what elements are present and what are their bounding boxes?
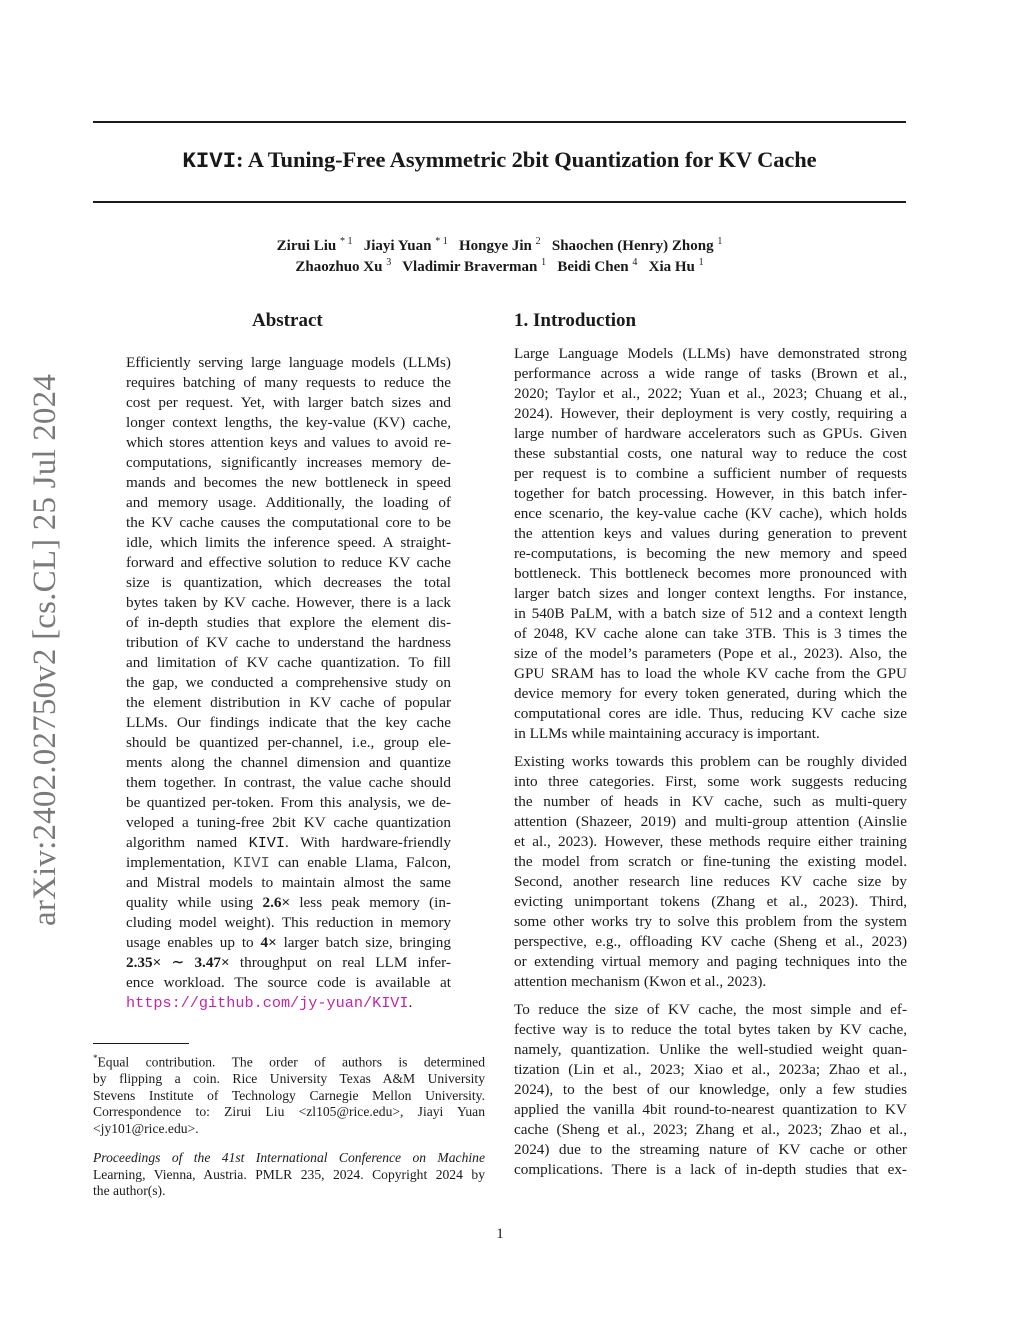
arxiv-stamp: arXiv:2402.02750v2 [cs.CL] 25 Jul 2024 <box>27 373 63 927</box>
author: Zhaozhuo Xu <box>295 259 383 275</box>
text-line: evicting unimportant tokens (Zhang et al., 2023). Third, <box>514 893 907 910</box>
text-line: LLMs. Our findings indicate that the key cache <box>126 714 451 731</box>
proceedings-line: Learning, Vienna, Austria. PMLR 235, 2024. Copyright 2024 by <box>93 1166 485 1182</box>
text-line: 2024). However, their deployment is very costly, requiring a <box>514 405 907 422</box>
abstract-line: algorithm named KIVI. With hardware-friendly <box>126 834 451 852</box>
text-line: veloped a tuning-free 2bit KV cache quantization <box>126 814 451 831</box>
text-line: them together. In contrast, the value cache should <box>126 774 451 791</box>
memory-factor: 2.6× <box>262 894 291 911</box>
text-line: computational cores are idle. Thus, reducing KV cache size <box>514 705 907 722</box>
text-line: mands and becomes the new bottleneck in speed <box>126 474 451 491</box>
text-line: Efficiently serving large language models (LLMs) <box>126 354 451 371</box>
proceedings-line: Proceedings of the 41st International Conference on Machine <box>93 1150 485 1165</box>
text-line: re-computations, is becoming the new memory and speed <box>514 545 907 562</box>
text-line: performance across a wide range of tasks (Brown et al., <box>514 365 907 382</box>
text-line: tribution of KV cache to understand the hardness <box>126 634 451 651</box>
affiliation-mark: * 1 <box>340 236 353 247</box>
abstract-heading: Abstract <box>252 310 323 331</box>
text-line: fective way is to reduce the total bytes taken by KV cache, <box>514 1021 907 1038</box>
text-line: be quantized per-token. From this analysis, we de- <box>126 794 451 811</box>
text-line: device memory for every token generated, during which the <box>514 685 907 702</box>
text-line: computations, significantly increases memory de- <box>126 454 451 471</box>
text-line: cost per request. Yet, with larger batch sizes and <box>126 394 451 411</box>
text-line: tization (Lin et al., 2023; Xiao et al., 2023a; Zhao et al., <box>514 1061 907 1078</box>
proceedings-line: the author(s). <box>93 1183 166 1198</box>
intro-paragraph-3 <box>514 1000 907 1180</box>
footnote <box>93 1050 485 1137</box>
text-line: which stores attention keys and values to avoid re- <box>126 434 451 451</box>
title-kivi: KIVI <box>182 148 237 174</box>
intro-paragraph-2 <box>514 752 907 992</box>
text-line: the attention keys and values during generation to prevent <box>514 525 907 542</box>
affiliation-mark: 3 <box>386 257 392 268</box>
title-rule-bottom <box>93 201 906 203</box>
text-line: bytes taken by KV cache. However, there is a lack <box>126 594 451 611</box>
text-line: or extending virtual memory and paging techniques into the <box>514 953 907 970</box>
text-line: longer context lengths, the key-value (KV) cache, <box>126 414 451 431</box>
author: Zirui Liu <box>276 238 337 254</box>
abstract-line: cluding model weight). This reduction in memory <box>126 914 451 931</box>
abstract-line: 2.35× ∼ 3.47× throughput on real LLM infer- <box>126 954 451 971</box>
kivi-name: KIVI <box>233 854 270 872</box>
title-rule-top <box>93 121 906 123</box>
text-line: namely, quantization. Unlike the well-studied weight quan- <box>514 1041 907 1058</box>
page-number: 1 <box>496 1226 504 1242</box>
text-line: et al., 2023). However, these methods require either training <box>514 833 907 850</box>
text-line: some other works try to solve this problem from the system <box>514 913 907 930</box>
text-line: ments along the channel dimension and quantize <box>126 754 451 771</box>
text-line: Large Language Models (LLMs) have demonstrated strong <box>514 345 907 362</box>
footnote-line: *Equal contribution. The order of authors is determined <box>93 1053 485 1070</box>
kivi-name: KIVI <box>248 834 286 852</box>
text-line: large number of hardware accelerators such as GPUs. Given <box>514 425 907 442</box>
text-line: the number of heads in KV cache, such as multi-query <box>514 793 907 810</box>
author: Vladimir Braverman <box>402 259 538 275</box>
footnote-rule <box>93 1043 189 1044</box>
intro-paragraph-1 <box>514 344 907 744</box>
affiliation-mark: 1 <box>698 257 704 268</box>
author: Shaochen (Henry) Zhong <box>551 238 714 254</box>
text-line: larger batch sizes and longer context lengths. For instance, <box>514 585 907 602</box>
author: Beidi Chen <box>557 259 629 275</box>
text-line: Second, another research line reduces KV cache size by <box>514 873 907 890</box>
abstract-line: and Mistral models to maintain almost the same <box>126 874 451 891</box>
text-line: should be quantized per-channel, i.e., group ele- <box>126 734 451 751</box>
text-line: 2020; Taylor et al., 2022; Yuan et al., 2023; Chuang et al., <box>514 385 907 402</box>
text-line: attention mechanism (Kwon et al., 2023). <box>514 973 767 990</box>
text-line: these substantial costs, one natural way to reduce the cost <box>514 445 907 462</box>
text-line: the gap, we conducted a comprehensive study on <box>126 674 451 691</box>
text-line: and memory usage. Additionally, the loading of <box>126 494 451 511</box>
text-line: perspective, e.g., offloading KV cache (Sheng et al., 2023) <box>514 933 907 950</box>
text-line: applied the vanilla 4bit round-to-nearest quantization to KV <box>514 1101 907 1118</box>
text-line: in LLMs while maintaining accuracy is important. <box>514 725 820 742</box>
text-line: size of the model’s parameters (Pope et al., 2023). Also, the <box>514 645 907 662</box>
affiliation-mark: * 1 <box>435 236 448 247</box>
text-line: per request is to combine a sufficient number of requests <box>514 465 907 482</box>
footnote-line: Stevens Institute of Technology Carnegie Mellon University. <box>93 1087 485 1103</box>
text-line: GPU SRAM has to load the whole KV cache from the GPU <box>514 665 907 682</box>
abstract-line: implementation, KIVI can enable Llama, Falcon, <box>126 854 451 872</box>
abstract-line: quality while using 2.6× less peak memory (in- <box>126 894 451 911</box>
text-line: complications. There is a lack of in-depth studies that ex- <box>514 1161 907 1178</box>
text-line: of in-depth studies that explore the element dis- <box>126 614 451 631</box>
affiliation-mark: 2 <box>535 236 541 247</box>
text-line: the element distribution in KV cache of popular <box>126 694 451 711</box>
intro-body <box>514 344 907 1180</box>
text-line: size is quantization, which decreases the total <box>126 574 451 591</box>
throughput-range: 2.35× ∼ 3.47× <box>126 954 230 971</box>
author-row-1 <box>93 236 906 255</box>
text-line: idle, which limits the inference speed. A straight- <box>126 534 451 551</box>
proceedings-note <box>93 1150 485 1200</box>
text-line: 2024) due to the streaming nature of KV cache or other <box>514 1141 907 1158</box>
affiliation-mark: 4 <box>632 257 638 268</box>
author: Xia Hu <box>648 259 695 275</box>
text-line: 2024), to the best of our knowledge, only a few studies <box>514 1081 907 1098</box>
footnote-line: <jy101@rice.edu>. <box>93 1120 199 1136</box>
source-code-link[interactable]: https://github.com/jy-yuan/KIVI <box>126 994 409 1012</box>
affiliation-mark: 1 <box>717 236 723 247</box>
text-line: bottleneck. This bottleneck becomes more pronounced with <box>514 565 907 582</box>
text-line: cache (Sheng et al., 2023; Zhang et al., 2023; Zhao et al., <box>514 1121 907 1138</box>
paper-title <box>93 147 906 174</box>
text-line: attention (Shazeer, 2019) and multi-group attention (Ainslie <box>514 813 907 830</box>
text-line: the KV cache causes the computational core to be <box>126 514 451 531</box>
text-line: requires batching of many requests to reduce the <box>126 374 451 391</box>
abstract-line: https://github.com/jy-yuan/KIVI. <box>126 994 413 1012</box>
text-line: together for batch processing. However, in this batch infer- <box>514 485 907 502</box>
text-line: ence scenario, the key-value cache (KV cache), which holds <box>514 505 907 522</box>
text-line: into three categories. First, some work suggests reducing <box>514 773 907 790</box>
affiliation-mark: 1 <box>541 257 547 268</box>
introduction-heading: 1. Introduction <box>514 310 637 331</box>
author: Jiayi Yuan <box>363 238 432 254</box>
abstract-body <box>126 353 451 1013</box>
author: Hongye Jin <box>458 238 532 254</box>
text-line: the model from scratch or fine-tuning the existing model. <box>514 853 907 870</box>
text-line: and limitation of KV cache quantization. To fill <box>126 654 451 671</box>
text-line: in 540B PaLM, with a batch size of 512 and a context length <box>514 605 907 622</box>
text-line: Existing works towards this problem can be roughly divided <box>514 753 907 770</box>
title-rest: : A Tuning-Free Asymmetric 2bit Quantization for KV Cache <box>236 147 817 172</box>
text-line: To reduce the size of KV cache, the most simple and ef- <box>514 1001 907 1018</box>
abstract-line: ence workload. The source code is available at <box>126 974 451 991</box>
author-row-2 <box>93 257 906 276</box>
text-line: forward and effective solution to reduce KV cache <box>126 554 451 571</box>
batch-factor: 4× <box>260 934 277 951</box>
abstract-line: usage enables up to 4× larger batch size, bringing <box>126 934 451 951</box>
footnote-line: Correspondence to: Zirui Liu <zl105@rice.edu>, Jiayi Yuan <box>93 1104 485 1120</box>
text-line: of 2048, KV cache alone can take 3TB. This is 3 times the <box>514 625 907 642</box>
footnote-line: by flipping a coin. Rice University Texas A&M University <box>93 1071 485 1087</box>
